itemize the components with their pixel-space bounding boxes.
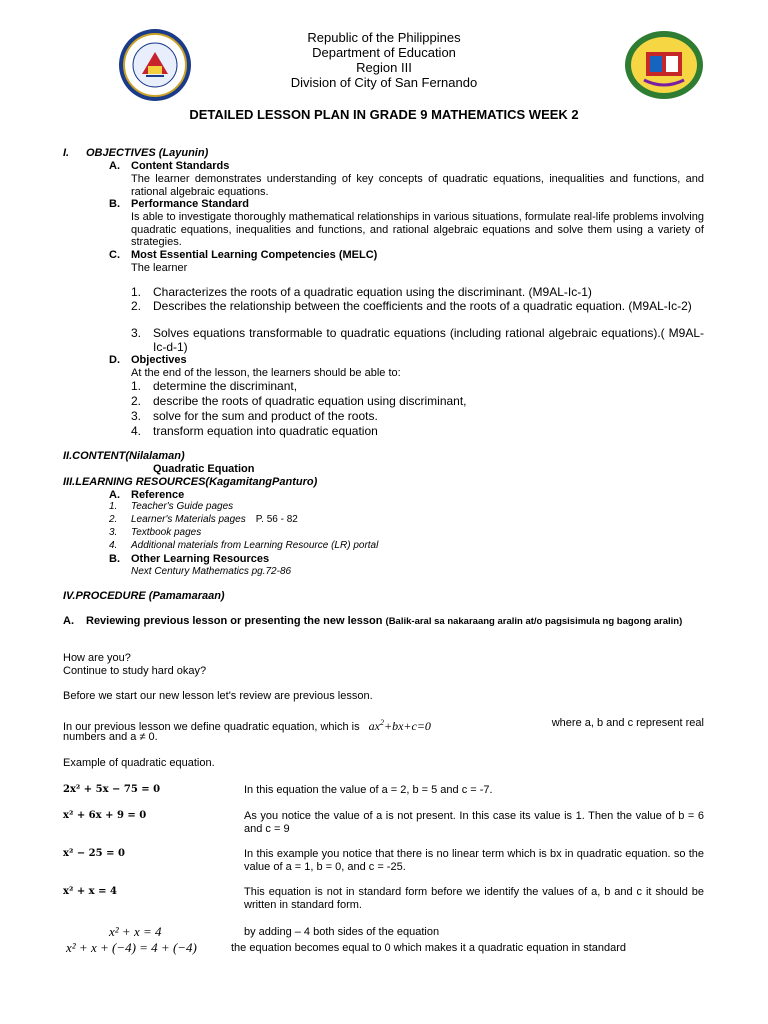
- reference-item-num: 4.: [109, 540, 118, 551]
- melc-item: 1. Characterizes the roots of a quadratic equation using the discriminant. (M9AL-Ic-1): [131, 285, 592, 299]
- example-heading: Example of quadratic equation.: [63, 757, 215, 769]
- content-standards-text: The learner demonstrates understanding of key concepts of quadratic equations, inequalities and functions, and rational algebraic equations.: [131, 173, 704, 198]
- objectives-heading-num: I.: [63, 147, 70, 159]
- objective-item: 4. transform equation into quadratic equation: [131, 424, 378, 438]
- procedure-heading: IV.PROCEDURE (Pamamaraan): [63, 590, 225, 602]
- example-note: In this equation the value of a = 2, b = 5 and c = -7.: [244, 784, 493, 796]
- procedure-a-title: Reviewing previous lesson or presenting the new lesson: [86, 615, 383, 627]
- reference-item-text: Textbook pages: [131, 527, 202, 538]
- greeting-line-1: How are you?: [63, 652, 131, 664]
- greeting-line-2: Continue to study hard okay?: [63, 665, 207, 677]
- performance-standard-title: Performance Standard: [131, 198, 249, 210]
- header-republic: Republic of the Philippines: [307, 30, 461, 45]
- objective-item: 1. determine the discriminant,: [131, 379, 298, 393]
- objectives-heading: OBJECTIVES (Layunin): [86, 147, 209, 159]
- performance-standard-label: B.: [109, 198, 120, 210]
- content-topic: Quadratic Equation: [153, 463, 255, 475]
- reference-item-text: Learner's Materials pages: [131, 514, 246, 525]
- reference-item: [109, 501, 233, 512]
- resources-heading: III.LEARNING RESOURCES(KagamitangPanturo): [63, 476, 318, 488]
- definition-line: [63, 717, 704, 734]
- definition-text-pre: In our previous lesson we define quadratic equation, which is: [63, 721, 360, 733]
- definition-line-2: numbers and a ≠ 0.: [63, 731, 158, 743]
- step-1-equation: x² + x = 4: [109, 924, 162, 939]
- objective-item-text: transform equation into quadratic equation: [153, 424, 378, 438]
- reference-label: A.: [109, 489, 120, 501]
- melc-title: Most Essential Learning Competencies (MELC): [131, 249, 378, 261]
- reference-item: [109, 514, 298, 525]
- melc-item: 2. Describes the relationship between the coefficients and the roots of a quadratic equation. (M9AL-Ic-2): [131, 299, 692, 313]
- reference-item-pages: P. 56 - 82: [255, 514, 298, 525]
- other-resources-text: Next Century Mathematics pg.72-86: [131, 566, 292, 577]
- reference-item: [109, 527, 201, 538]
- objectives-d-intro: At the end of the lesson, the learners should be able to:: [131, 367, 401, 379]
- objective-item-text: determine the discriminant,: [153, 379, 298, 393]
- content-standards-title: Content Standards: [131, 160, 230, 172]
- reference-item-num: 2.: [109, 514, 118, 525]
- reference-item-text: Teacher's Guide pages: [131, 501, 234, 512]
- reference-item-num: 3.: [109, 527, 118, 538]
- objective-item: 3. solve for the sum and product of the roots.: [131, 409, 378, 423]
- performance-standard-text: Is able to investigate thoroughly mathematical relationships in various situations, formulate real-life problems involving quadratic equations, inequalities and functions, and rational algebraic equations and solve them using a variety of strategies.: [131, 211, 704, 248]
- procedure-a-note: (Balik-aral sa nakaraang aralin at/o pagsisimula ng bagong aralin): [385, 616, 683, 627]
- procedure-a-label: A.: [63, 615, 74, 627]
- melc-label: C.: [109, 249, 120, 261]
- objectives-d-label: D.: [109, 354, 120, 366]
- reference-item: [109, 540, 378, 551]
- content-heading: II.CONTENT(Nilalaman): [63, 450, 185, 462]
- objective-item-text: describe the roots of quadratic equation using discriminant,: [153, 394, 467, 408]
- example-equation: x² + x = 4: [63, 886, 117, 897]
- example-note: As you notice the value of a is not present. In this case its value is 1. Then the value of b = 6 and c = 9: [244, 810, 704, 835]
- melc-intro: The learner: [131, 262, 188, 274]
- header-region: Region III: [356, 60, 412, 75]
- example-equation: x² − 25 = 0: [63, 848, 125, 859]
- standard-form-equation: $ax^2+bx+c=0$: [368, 718, 431, 733]
- melc-item-text: Characterizes the roots of a quadratic equation using the discriminant. (M9AL-Ic-1): [153, 285, 592, 299]
- reference-item-text: Additional materials from Learning Resource (LR) portal: [131, 540, 379, 551]
- header-division: Division of City of San Fernando: [290, 75, 478, 90]
- melc-item-text: Solves equations transformable to quadratic equations (including rational algebraic equations).( M9AL-Ic-d-1): [153, 326, 704, 354]
- step-1-note: by adding – 4 both sides of the equation: [244, 926, 440, 938]
- example-note: This equation is not in standard form before we identify the values of a, b and c it should be written in standard form.: [244, 886, 704, 911]
- reference-title: Reference: [131, 489, 185, 501]
- procedure-a-heading: [86, 615, 704, 628]
- melc-item: 3. Solves equations transformable to quadratic equations (including rational algebraic equations).( M9AL-Ic-d-1): [131, 326, 704, 354]
- example-equation: x² + 6x + 9 = 0: [63, 810, 147, 821]
- step-2-note: the equation becomes equal to 0 which makes it a quadratic equation in standard: [231, 942, 627, 954]
- other-resources-label: B.: [109, 553, 120, 565]
- objective-item: 2. describe the roots of quadratic equation using discriminant,: [131, 394, 467, 408]
- content-standards-label: A.: [109, 160, 120, 172]
- definition-text-post: where a, b and c represent real: [551, 717, 704, 729]
- document-title: DETAILED LESSON PLAN IN GRADE 9 MATHEMATICS WEEK 2: [189, 107, 579, 122]
- melc-item-text: Describes the relationship between the coefficients and the roots of a quadratic equation. (M9AL-Ic-2): [153, 299, 692, 313]
- example-note: In this example you notice that there is no linear term which is bx in quadratic equation. so the value of a = 1, b = 0, and c = -25.: [244, 848, 704, 873]
- header-department: Department of Education: [312, 45, 456, 60]
- example-equation: 2x² + 5x − 75 = 0: [63, 784, 161, 795]
- review-text: Before we start our new lesson let's review are previous lesson.: [63, 690, 373, 702]
- reference-item-num: 1.: [109, 501, 118, 512]
- objectives-d-title: Objectives: [131, 354, 187, 366]
- other-resources-title: Other Learning Resources: [131, 553, 270, 565]
- objective-item-text: solve for the sum and product of the roots.: [153, 409, 378, 423]
- step-2-equation: x² + x + (−4) = 4 + (−4): [66, 940, 197, 955]
